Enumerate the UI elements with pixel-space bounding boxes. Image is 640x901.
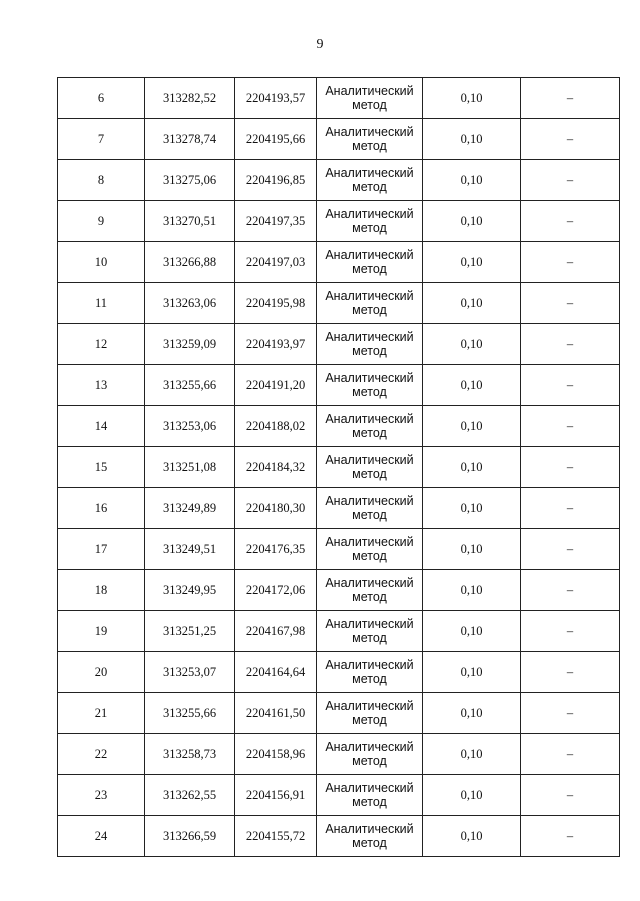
method-line2: метод xyxy=(352,672,387,686)
method-cell xyxy=(317,816,423,857)
y-coordinate: 2204195,98 xyxy=(235,283,317,324)
y-coordinate: 2204161,50 xyxy=(235,693,317,734)
x-coordinate: 313251,25 xyxy=(145,611,235,652)
method-line1: Аналитический xyxy=(325,535,414,549)
method-cell xyxy=(317,447,423,488)
method-line1: Аналитический xyxy=(325,781,414,795)
method-cell xyxy=(317,365,423,406)
method-line2: метод xyxy=(352,754,387,768)
y-coordinate: 2204197,03 xyxy=(235,242,317,283)
x-coordinate: 313258,73 xyxy=(145,734,235,775)
table-row xyxy=(58,570,620,611)
table-row xyxy=(58,119,620,160)
note: – xyxy=(521,693,620,734)
table-row xyxy=(58,201,620,242)
y-coordinate: 2204164,64 xyxy=(235,652,317,693)
method-line2: метод xyxy=(352,344,387,358)
note: – xyxy=(521,78,620,119)
accuracy: 0,10 xyxy=(423,242,521,283)
method-cell xyxy=(317,734,423,775)
note: – xyxy=(521,570,620,611)
x-coordinate: 313251,08 xyxy=(145,447,235,488)
note: – xyxy=(521,406,620,447)
y-coordinate: 2204196,85 xyxy=(235,160,317,201)
note: – xyxy=(521,488,620,529)
note: – xyxy=(521,611,620,652)
accuracy: 0,10 xyxy=(423,611,521,652)
accuracy: 0,10 xyxy=(423,119,521,160)
x-coordinate: 313262,55 xyxy=(145,775,235,816)
table-row xyxy=(58,78,620,119)
point-number: 21 xyxy=(58,693,145,734)
x-coordinate: 313253,07 xyxy=(145,652,235,693)
point-number: 7 xyxy=(58,119,145,160)
point-number: 16 xyxy=(58,488,145,529)
method-line2: метод xyxy=(352,549,387,563)
note: – xyxy=(521,324,620,365)
x-coordinate: 313278,74 xyxy=(145,119,235,160)
method-line1: Аналитический xyxy=(325,453,414,467)
note: – xyxy=(521,365,620,406)
y-coordinate: 2204188,02 xyxy=(235,406,317,447)
method-line2: метод xyxy=(352,180,387,194)
x-coordinate: 313249,95 xyxy=(145,570,235,611)
table-row xyxy=(58,693,620,734)
y-coordinate: 2204191,20 xyxy=(235,365,317,406)
note: – xyxy=(521,775,620,816)
accuracy: 0,10 xyxy=(423,78,521,119)
accuracy: 0,10 xyxy=(423,488,521,529)
y-coordinate: 2204195,66 xyxy=(235,119,317,160)
table-row xyxy=(58,406,620,447)
table-row xyxy=(58,242,620,283)
method-cell xyxy=(317,119,423,160)
method-line2: метод xyxy=(352,713,387,727)
method-line2: метод xyxy=(352,631,387,645)
table-row xyxy=(58,283,620,324)
table-body xyxy=(58,78,620,857)
x-coordinate: 313249,51 xyxy=(145,529,235,570)
note: – xyxy=(521,447,620,488)
note: – xyxy=(521,529,620,570)
accuracy: 0,10 xyxy=(423,652,521,693)
method-line1: Аналитический xyxy=(325,330,414,344)
point-number: 22 xyxy=(58,734,145,775)
note: – xyxy=(521,160,620,201)
method-line1: Аналитический xyxy=(325,125,414,139)
x-coordinate: 313270,51 xyxy=(145,201,235,242)
point-number: 18 xyxy=(58,570,145,611)
y-coordinate: 2204158,96 xyxy=(235,734,317,775)
method-line2: метод xyxy=(352,795,387,809)
x-coordinate: 313255,66 xyxy=(145,693,235,734)
method-line1: Аналитический xyxy=(325,617,414,631)
method-cell xyxy=(317,283,423,324)
table-row xyxy=(58,734,620,775)
method-line1: Аналитический xyxy=(325,740,414,754)
y-coordinate: 2204167,98 xyxy=(235,611,317,652)
x-coordinate: 313255,66 xyxy=(145,365,235,406)
point-number: 11 xyxy=(58,283,145,324)
y-coordinate: 2204180,30 xyxy=(235,488,317,529)
method-line1: Аналитический xyxy=(325,822,414,836)
x-coordinate: 313253,06 xyxy=(145,406,235,447)
accuracy: 0,10 xyxy=(423,365,521,406)
point-number: 23 xyxy=(58,775,145,816)
method-line1: Аналитический xyxy=(325,412,414,426)
x-coordinate: 313259,09 xyxy=(145,324,235,365)
note: – xyxy=(521,734,620,775)
point-number: 8 xyxy=(58,160,145,201)
coordinates-table xyxy=(57,77,620,857)
method-line2: метод xyxy=(352,836,387,850)
accuracy: 0,10 xyxy=(423,324,521,365)
method-line1: Аналитический xyxy=(325,84,414,98)
method-line1: Аналитический xyxy=(325,371,414,385)
method-line1: Аналитический xyxy=(325,494,414,508)
point-number: 10 xyxy=(58,242,145,283)
point-number: 24 xyxy=(58,816,145,857)
method-line2: метод xyxy=(352,590,387,604)
method-cell xyxy=(317,324,423,365)
y-coordinate: 2204193,57 xyxy=(235,78,317,119)
point-number: 20 xyxy=(58,652,145,693)
table-row xyxy=(58,529,620,570)
method-line1: Аналитический xyxy=(325,576,414,590)
method-line1: Аналитический xyxy=(325,289,414,303)
table-row xyxy=(58,160,620,201)
accuracy: 0,10 xyxy=(423,734,521,775)
accuracy: 0,10 xyxy=(423,406,521,447)
x-coordinate: 313263,06 xyxy=(145,283,235,324)
method-cell xyxy=(317,242,423,283)
accuracy: 0,10 xyxy=(423,529,521,570)
method-cell xyxy=(317,611,423,652)
method-cell xyxy=(317,160,423,201)
method-line2: метод xyxy=(352,467,387,481)
method-line1: Аналитический xyxy=(325,248,414,262)
table-row xyxy=(58,611,620,652)
point-number: 17 xyxy=(58,529,145,570)
point-number: 14 xyxy=(58,406,145,447)
y-coordinate: 2204172,06 xyxy=(235,570,317,611)
point-number: 19 xyxy=(58,611,145,652)
y-coordinate: 2204193,97 xyxy=(235,324,317,365)
y-coordinate: 2204155,72 xyxy=(235,816,317,857)
page-number: 9 xyxy=(316,37,324,52)
method-line1: Аналитический xyxy=(325,658,414,672)
y-coordinate: 2204184,32 xyxy=(235,447,317,488)
table-row xyxy=(58,652,620,693)
method-cell xyxy=(317,406,423,447)
method-line2: метод xyxy=(352,98,387,112)
table-row xyxy=(58,816,620,857)
method-line2: метод xyxy=(352,221,387,235)
note: – xyxy=(521,816,620,857)
note: – xyxy=(521,652,620,693)
method-cell xyxy=(317,570,423,611)
note: – xyxy=(521,201,620,242)
accuracy: 0,10 xyxy=(423,693,521,734)
point-number: 6 xyxy=(58,78,145,119)
method-line2: метод xyxy=(352,385,387,399)
note: – xyxy=(521,119,620,160)
table-row xyxy=(58,775,620,816)
accuracy: 0,10 xyxy=(423,775,521,816)
accuracy: 0,10 xyxy=(423,160,521,201)
x-coordinate: 313282,52 xyxy=(145,78,235,119)
accuracy: 0,10 xyxy=(423,201,521,242)
method-cell xyxy=(317,693,423,734)
method-cell xyxy=(317,201,423,242)
method-cell xyxy=(317,529,423,570)
y-coordinate: 2204156,91 xyxy=(235,775,317,816)
x-coordinate: 313266,88 xyxy=(145,242,235,283)
method-cell xyxy=(317,78,423,119)
accuracy: 0,10 xyxy=(423,816,521,857)
method-line1: Аналитический xyxy=(325,207,414,221)
method-line1: Аналитический xyxy=(325,166,414,180)
y-coordinate: 2204176,35 xyxy=(235,529,317,570)
table-row xyxy=(58,488,620,529)
point-number: 15 xyxy=(58,447,145,488)
method-line2: метод xyxy=(352,303,387,317)
method-cell xyxy=(317,775,423,816)
method-line2: метод xyxy=(352,262,387,276)
accuracy: 0,10 xyxy=(423,447,521,488)
note: – xyxy=(521,242,620,283)
point-number: 13 xyxy=(58,365,145,406)
x-coordinate: 313249,89 xyxy=(145,488,235,529)
x-coordinate: 313266,59 xyxy=(145,816,235,857)
method-line2: метод xyxy=(352,508,387,522)
accuracy: 0,10 xyxy=(423,283,521,324)
y-coordinate: 2204197,35 xyxy=(235,201,317,242)
point-number: 9 xyxy=(58,201,145,242)
method-line1: Аналитический xyxy=(325,699,414,713)
accuracy: 0,10 xyxy=(423,570,521,611)
x-coordinate: 313275,06 xyxy=(145,160,235,201)
note: – xyxy=(521,283,620,324)
point-number: 12 xyxy=(58,324,145,365)
method-line2: метод xyxy=(352,139,387,153)
method-line2: метод xyxy=(352,426,387,440)
table-row xyxy=(58,365,620,406)
method-cell xyxy=(317,652,423,693)
table-row xyxy=(58,447,620,488)
table-row xyxy=(58,324,620,365)
method-cell xyxy=(317,488,423,529)
